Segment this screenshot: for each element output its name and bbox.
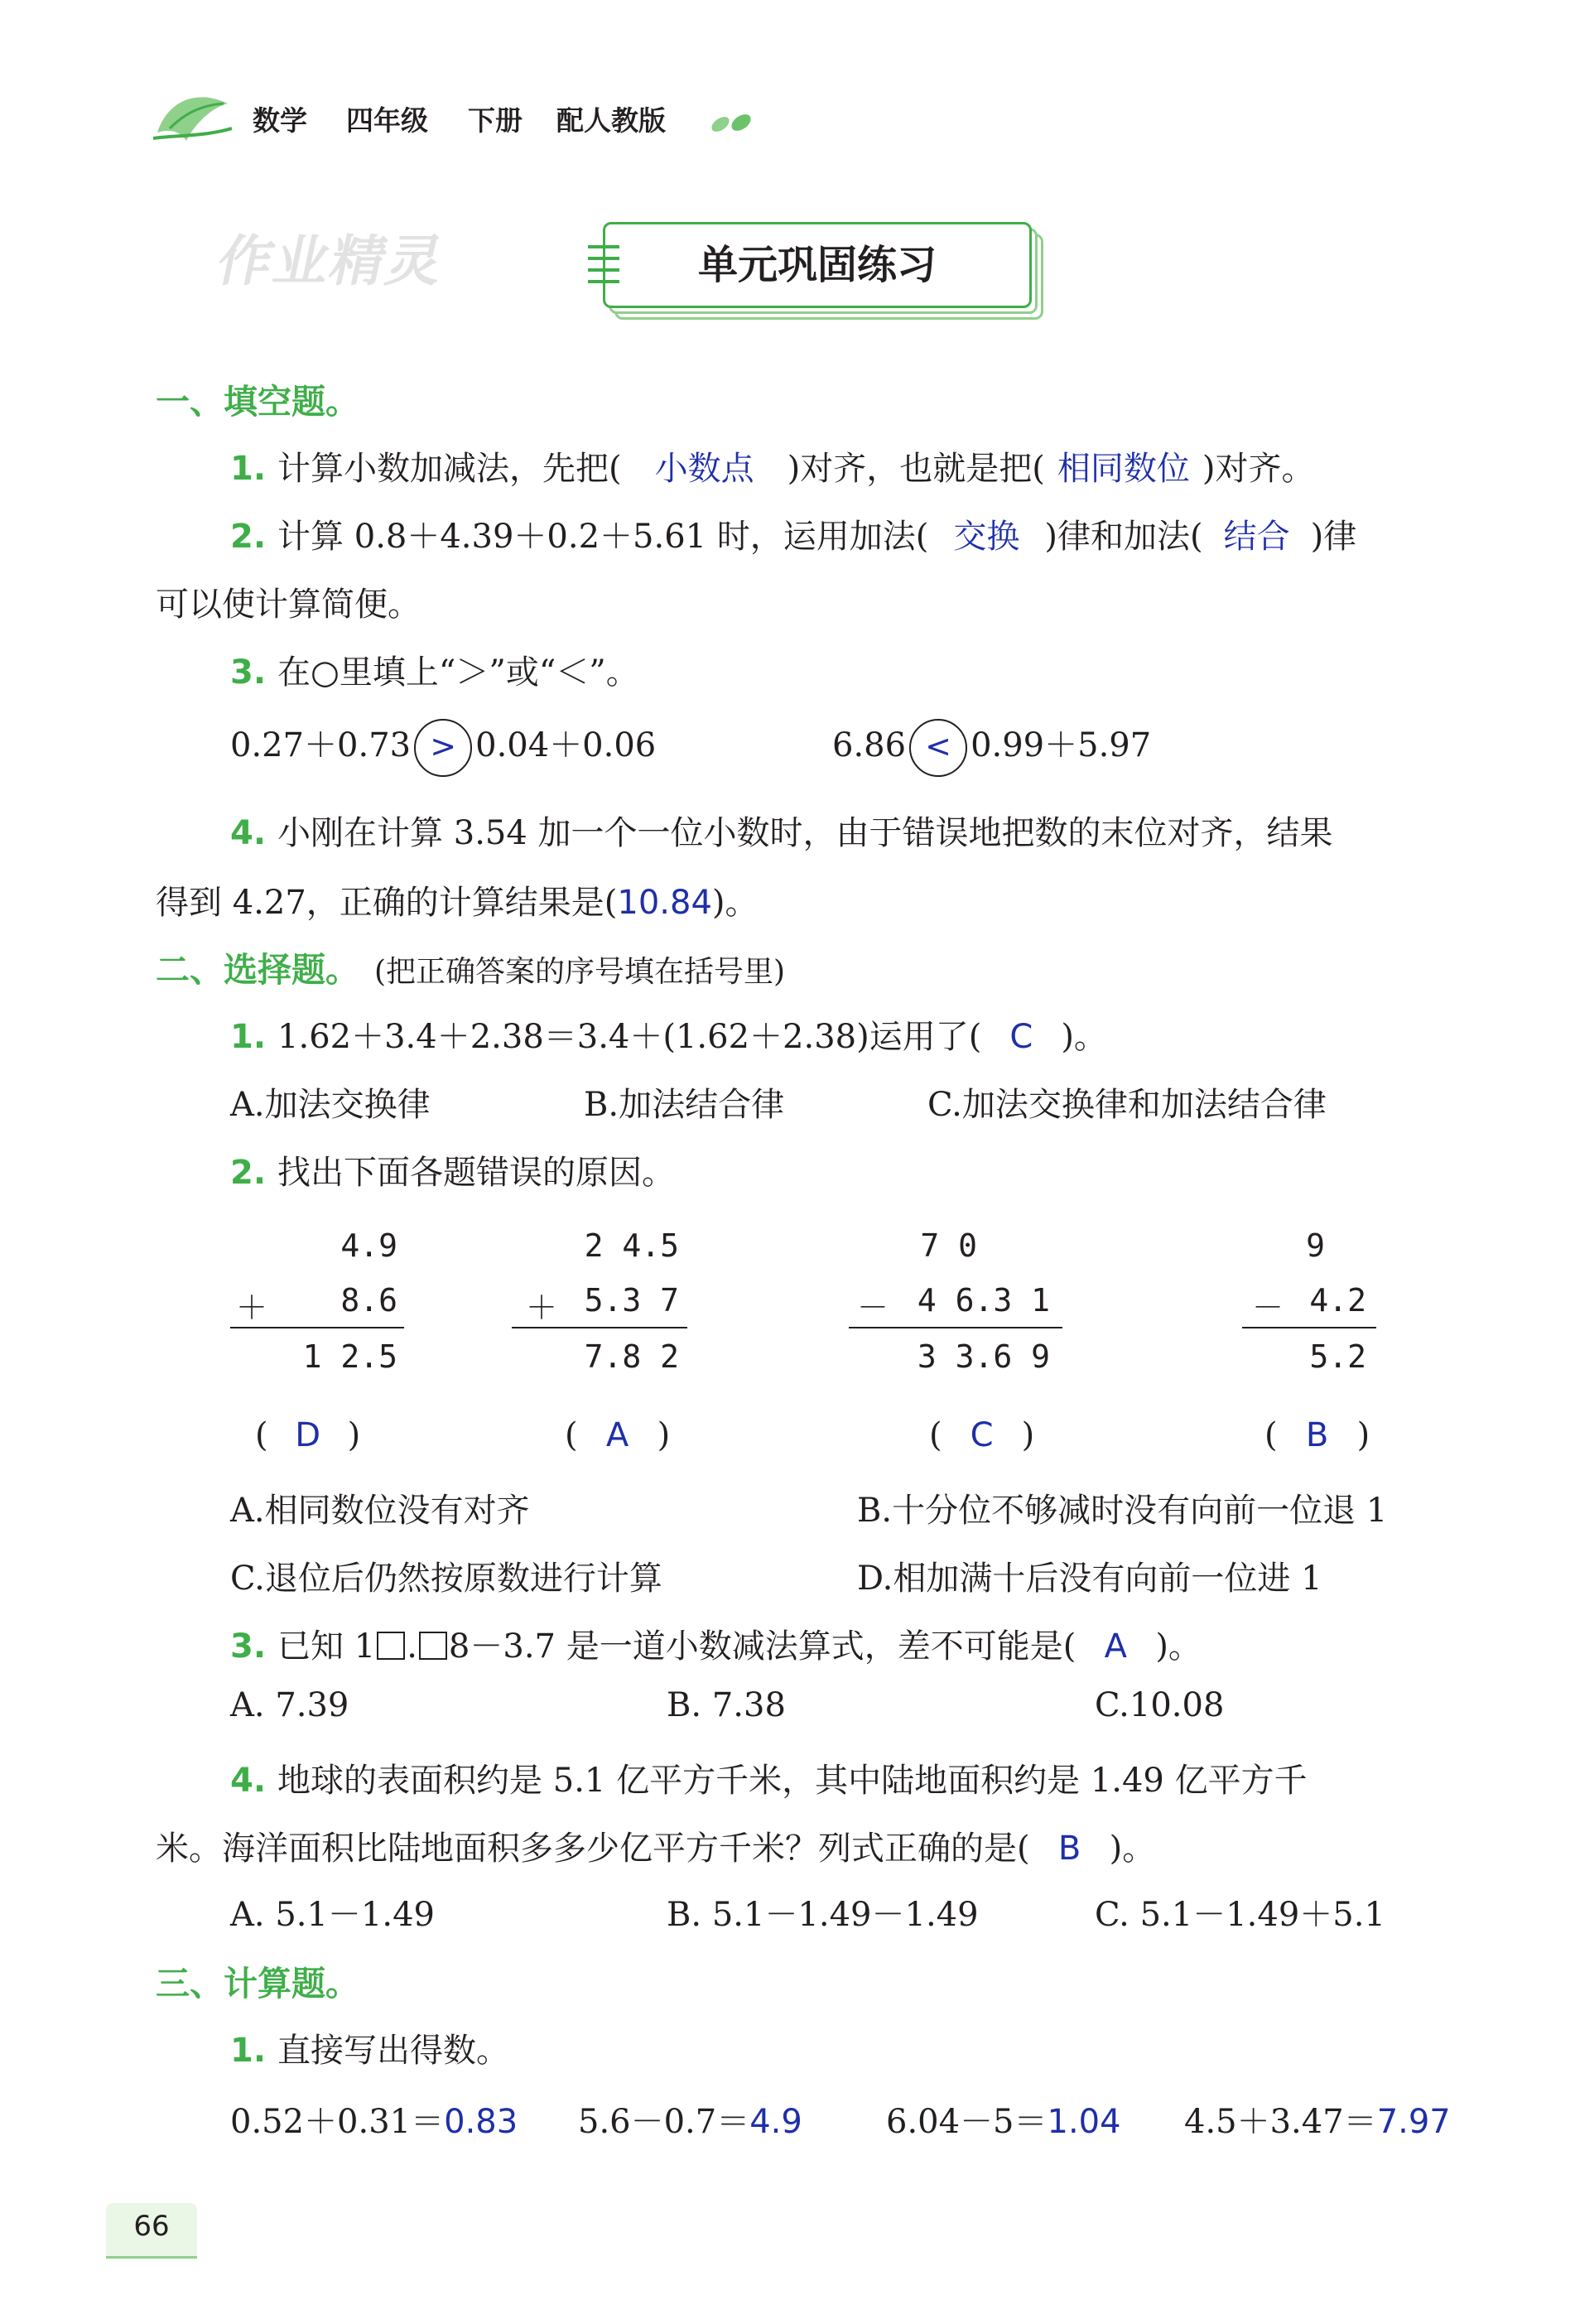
s1-q3: 3. 在○里填上“＞”或“＜”。 bbox=[230, 653, 639, 692]
s2-q3-opt-a: A. 7.39 bbox=[230, 1686, 349, 1724]
s2-q3-opt-c: C.10.08 bbox=[1095, 1686, 1225, 1724]
s1-q4-answer: 10.84 bbox=[617, 884, 712, 922]
watermark: 作业精灵 bbox=[211, 229, 450, 293]
s3-item-4: 4.5＋3.47＝7.97 bbox=[1184, 2103, 1451, 2141]
s1-q2-answer2: 结合 bbox=[1223, 518, 1290, 556]
s2-q4-opt-b: B. 5.1－1.49－1.49 bbox=[667, 1896, 979, 1934]
s1-q2-line2: 可以使计算简便。 bbox=[156, 586, 421, 624]
calc-2-answer: ( A ) bbox=[565, 1416, 671, 1454]
s3-item-2: 5.6－0.7＝4.9 bbox=[578, 2103, 802, 2141]
s1-q4-line1: 4. 小刚在计算 3.54 加一个一位小数时，由于错误地把数的末位对齐，结果 bbox=[230, 814, 1333, 852]
unit-title: 单元巩固练习 bbox=[697, 242, 937, 288]
header-volume: 下册 bbox=[468, 104, 523, 137]
page-number: 66 bbox=[133, 2210, 170, 2243]
s2-q4-opt-a: A. 5.1－1.49 bbox=[230, 1896, 435, 1934]
calc-1-answer: ( D ) bbox=[255, 1416, 361, 1454]
calc-4-answer: ( B ) bbox=[1264, 1416, 1370, 1454]
compare-circle-1: > bbox=[414, 719, 472, 777]
s3-item-3: 6.04－5＝1.04 bbox=[886, 2103, 1121, 2141]
section3-title: 三、计算题。 bbox=[156, 1964, 359, 2003]
s2-q1-answer: C bbox=[1009, 1018, 1033, 1056]
s1-q2-answer1: 交换 bbox=[953, 518, 1020, 556]
calc-3-answer: ( C ) bbox=[929, 1416, 1035, 1454]
s2-q2-opt-c: C.退位后仍然按原数进行计算 bbox=[230, 1560, 662, 1598]
s2-q1: 1. 1.62＋3.4＋2.38＝3.4＋(1.62＋2.38)运用了( C )。 bbox=[230, 1018, 1107, 1056]
s2-q1-opt-c: C.加法交换律和加法结合律 bbox=[927, 1086, 1327, 1124]
s1-q1-answer1: 小数点 bbox=[654, 450, 754, 488]
s2-q3-opt-b: B. 7.38 bbox=[667, 1686, 786, 1724]
compare-circle-2: < bbox=[909, 719, 967, 777]
blank-box-icon bbox=[419, 1632, 447, 1660]
s2-q4-opt-c: C. 5.1－1.49＋5.1 bbox=[1095, 1896, 1385, 1934]
header-subject: 数学 bbox=[253, 104, 307, 137]
s1-q3-compare-left: 0.27＋0.73 > 0.04＋0.06 bbox=[230, 719, 656, 777]
header-grade: 四年级 bbox=[346, 104, 428, 137]
s1-q2: 2. 计算 0.8＋4.39＋0.2＋5.61 时，运用加法( 交换 )律和加法( 结合 )律 bbox=[230, 510, 1356, 557]
s2-q2: 2. 找出下面各题错误的原因。 bbox=[230, 1154, 676, 1192]
s2-q2-opt-b: B.十分位不够减时没有向前一位退 1 bbox=[857, 1492, 1388, 1530]
s2-q1-opt-a: A.加法交换律 bbox=[230, 1086, 431, 1124]
s2-q3-answer: A bbox=[1104, 1627, 1127, 1666]
s1-q1-answer2: 相同数位 bbox=[1057, 450, 1190, 488]
s3-q1: 1. 直接写出得数。 bbox=[230, 2032, 510, 2070]
s2-q4-line1: 4. 地球的表面积约是 5.1 亿平方千米，其中陆地面积约是 1.49 亿平方千 bbox=[230, 1762, 1308, 1800]
section2-title: 二、选择题。 (把正确答案的序号填在括号里) bbox=[156, 950, 786, 990]
s2-q1-opt-b: B.加法结合律 bbox=[584, 1086, 785, 1124]
s2-q3: 3. 已知 1 . 8－3.7 是一道小数减法算式，差不可能是( A )。 bbox=[230, 1627, 1202, 1666]
s1-q1: 1. 计算小数加减法，先把( 小数点 )对齐，也就是把( 相同数位 )对齐。 bbox=[230, 442, 1314, 489]
header-edition: 配人教版 bbox=[556, 104, 666, 137]
s2-q2-opt-a: A.相同数位没有对齐 bbox=[230, 1492, 530, 1530]
section1-title: 一、填空题。 bbox=[156, 382, 359, 422]
s1-q4-line2: 得到 4.27，正确的计算结果是(10.84)。 bbox=[156, 884, 759, 922]
s2-q2-opt-d: D.相加满十后没有向前一位进 1 bbox=[857, 1560, 1322, 1598]
s3-item-1: 0.52＋0.31＝0.83 bbox=[230, 2103, 518, 2141]
blank-box-icon bbox=[377, 1632, 405, 1660]
s2-q4-answer: B bbox=[1057, 1830, 1081, 1868]
leaf-logo-icon bbox=[153, 87, 232, 145]
s1-q3-compare-right: 6.86 < 0.99＋5.97 bbox=[832, 719, 1151, 777]
section2-note: (把正确答案的序号填在括号里) bbox=[374, 955, 786, 989]
s2-q4-line2: 米。海洋面积比陆地面积多多少亿平方千米？列式正确的是( B )。 bbox=[156, 1830, 1156, 1868]
leaves-icon bbox=[708, 108, 758, 137]
